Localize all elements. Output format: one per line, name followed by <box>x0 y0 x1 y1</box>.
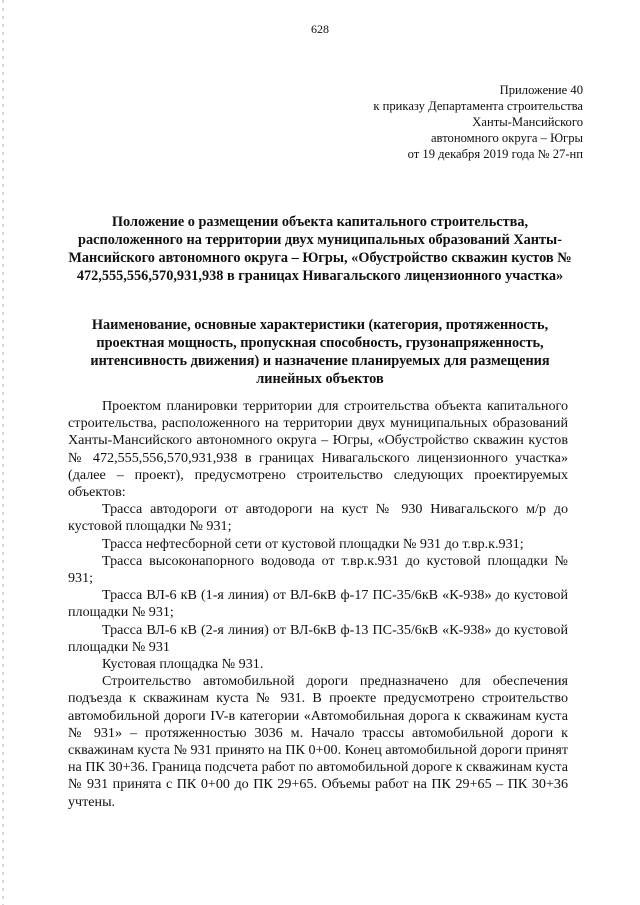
appendix-line: Ханты-Мансийского <box>472 115 583 129</box>
appendix-line: от 19 декабря 2019 года № 27-нп <box>407 147 583 161</box>
scan-edge <box>2 0 4 905</box>
appendix-line: Приложение 40 <box>499 83 583 97</box>
paragraph-item: Трасса автодороги от автодороги на куст № 930 Нивагальского м/р до кустовой площадки № 931; <box>68 501 568 535</box>
paragraph-item: Трасса ВЛ-6 кВ (1-я линия) от ВЛ-6кВ ф-17 ПС-35/6кВ «К-938» до кустовой площадки № 931; <box>68 587 568 621</box>
paragraph-item: Трасса нефтесборной сети от кустовой площадки № 931 до т.вр.к.931; <box>102 535 524 552</box>
page-number: 628 <box>311 22 329 36</box>
appendix-line: автономного округа – Югры <box>430 131 583 145</box>
body-text <box>68 398 568 811</box>
paragraph-item: Трасса высоконапорного водовода от т.вр.к.931 до кустовой площадки № 931; <box>68 552 568 587</box>
appendix-block <box>283 82 583 162</box>
document-title: Положение о размещении объекта капитального строительства, расположенного на территории двух муниципальных образований Ханты-Мансийского автономного округа – Югры, «Обустройство скважин кустов № 472,555,556,570,931,938 в границах Нивагальского лицензионного участка» <box>68 214 572 284</box>
paragraph-item: Кустовая площадка № 931. <box>102 656 264 673</box>
paragraph-item: Трасса ВЛ-6 кВ (2-я линия) от ВЛ-6кВ ф-13 ПС-35/6кВ «К-938» до кустовой площадки № 931 <box>68 621 568 655</box>
paragraph-road: Строительство автомобильной дороги предназначено для обеспечения подъезда к скважинам куста № 931. В проекте предусмотрено строительство автомобильной дороги IV-в категории «Автомобильная дорога к скважинам куста № 931» – протяженностью 3036 м. Начало трассы автомобильной дороги к скважинам куста № 931 принято на ПК 0+00. Конец автомобильной дороги принят на ПК 30+36. Граница подсчета работ по автомобильной дороге к скважинам куста № 931 принята с ПК 0+00 до ПК 29+65. Объемы работ на ПК 29+65 – ПК 30+36 учтены. <box>68 673 568 810</box>
section-heading: Наименование, основные характеристики (категория, протяженность, проектная мощность, пропускная способность, грузонапряженность, интенсивность движения) и назначение планируемых для размещения линейных объектов <box>90 317 550 387</box>
paragraph-intro: Проектом планировки территории для строительства объекта капитального строительства, расположенного на территории двух муниципальных образований Ханты-Мансийского автономного округа – Югры, «Обустройство скважин кустов № 472,555,556,570,931,938 в границах Нивагальского лицензионного участка» (далее – проект), предусмотрено строительство следующих проектируемых объектов: <box>68 398 568 501</box>
appendix-line: к приказу Департамента строительства <box>373 99 583 113</box>
